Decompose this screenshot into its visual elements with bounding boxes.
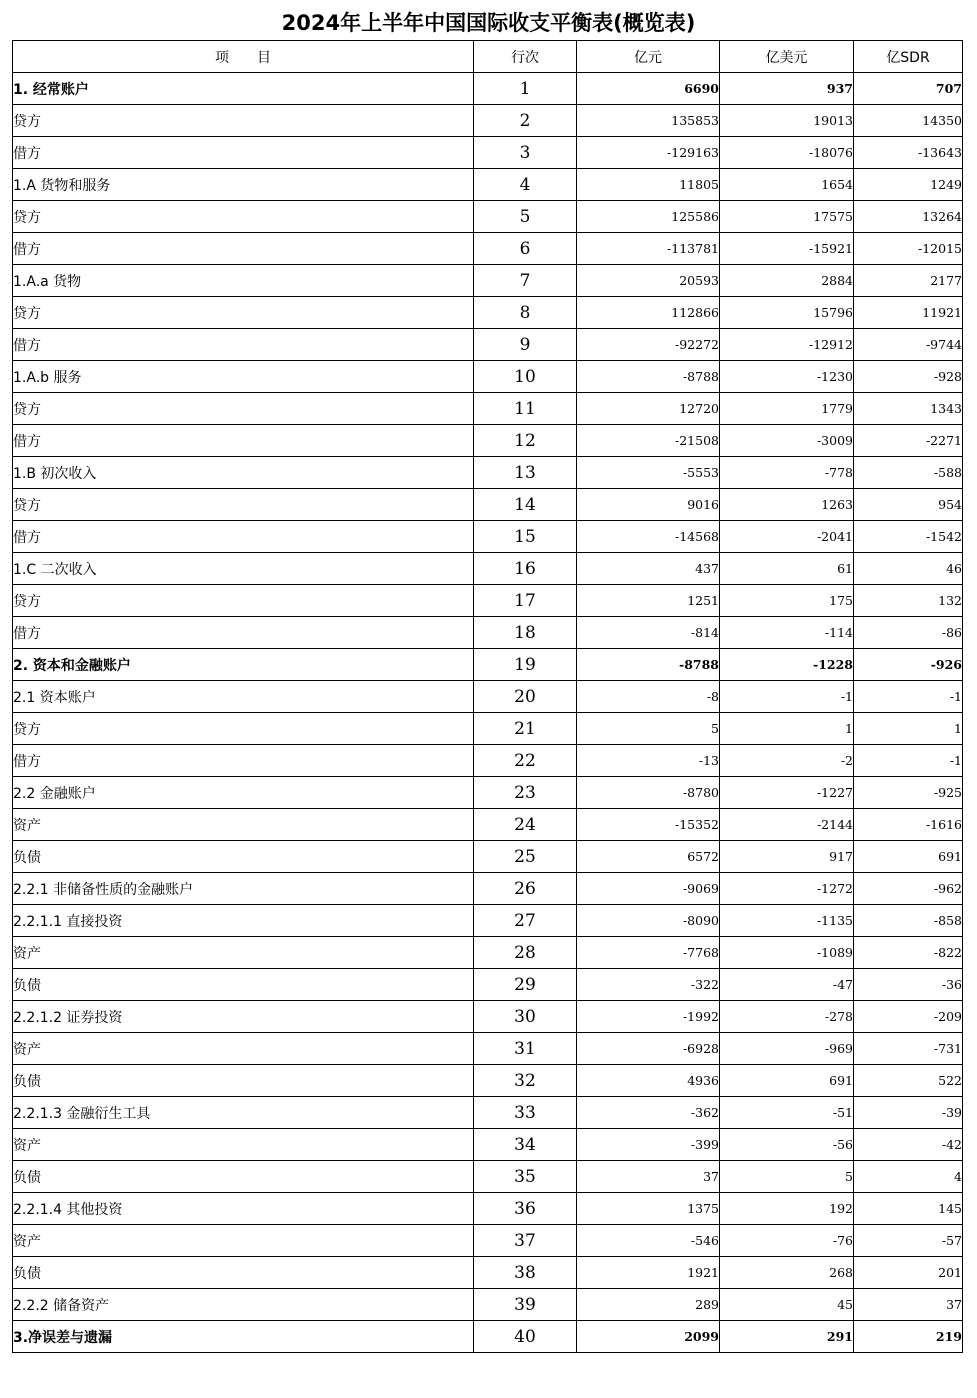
row-label: 2.2.2 储备资产 [13, 1289, 474, 1321]
row-number: 40 [474, 1321, 577, 1353]
row-label: 贷方 [13, 393, 474, 425]
value-usd: -1089 [720, 937, 854, 969]
value-sdr: 2177 [854, 265, 963, 297]
value-sdr: 954 [854, 489, 963, 521]
value-cny: 125586 [577, 201, 720, 233]
value-usd: 1654 [720, 169, 854, 201]
table-row [13, 137, 963, 169]
table-row [13, 937, 963, 969]
value-cny: 11805 [577, 169, 720, 201]
value-cny: 437 [577, 553, 720, 585]
value-cny: 6572 [577, 841, 720, 873]
table-row [13, 105, 963, 137]
value-usd: -51 [720, 1097, 854, 1129]
value-sdr: 707 [854, 73, 963, 105]
value-cny: -814 [577, 617, 720, 649]
value-sdr: -2271 [854, 425, 963, 457]
row-label: 资产 [13, 937, 474, 969]
table-row [13, 713, 963, 745]
value-usd: -47 [720, 969, 854, 1001]
value-usd: -1 [720, 681, 854, 713]
table-row [13, 1321, 963, 1353]
row-label: 2.2 金融账户 [13, 777, 474, 809]
table-row [13, 745, 963, 777]
value-cny: -5553 [577, 457, 720, 489]
value-usd: 1263 [720, 489, 854, 521]
value-cny: -14568 [577, 521, 720, 553]
row-number: 39 [474, 1289, 577, 1321]
row-number: 28 [474, 937, 577, 969]
table-row [13, 521, 963, 553]
row-label: 负债 [13, 969, 474, 1001]
balance-of-payments-table [12, 40, 963, 1353]
value-usd: -56 [720, 1129, 854, 1161]
value-usd: 2884 [720, 265, 854, 297]
value-cny: -6928 [577, 1033, 720, 1065]
row-number: 7 [474, 265, 577, 297]
value-usd: -778 [720, 457, 854, 489]
table-row [13, 617, 963, 649]
header-sdr: 亿SDR [854, 41, 963, 73]
value-usd: -2 [720, 745, 854, 777]
row-label: 2. 资本和金融账户 [13, 649, 474, 681]
header-row [13, 41, 963, 73]
value-cny: -8788 [577, 361, 720, 393]
row-number: 4 [474, 169, 577, 201]
value-cny: 37 [577, 1161, 720, 1193]
row-number: 8 [474, 297, 577, 329]
row-number: 33 [474, 1097, 577, 1129]
value-usd: -15921 [720, 233, 854, 265]
header-row-number: 行次 [474, 41, 577, 73]
value-usd: 192 [720, 1193, 854, 1225]
row-number: 26 [474, 873, 577, 905]
value-sdr: -36 [854, 969, 963, 1001]
row-label: 资产 [13, 1129, 474, 1161]
table-row [13, 297, 963, 329]
value-usd: -114 [720, 617, 854, 649]
table-row [13, 969, 963, 1001]
table-row [13, 201, 963, 233]
row-label: 借方 [13, 617, 474, 649]
value-cny: 5 [577, 713, 720, 745]
value-usd: -76 [720, 1225, 854, 1257]
value-usd: 5 [720, 1161, 854, 1193]
row-number: 22 [474, 745, 577, 777]
row-number: 30 [474, 1001, 577, 1033]
row-number: 5 [474, 201, 577, 233]
header-usd: 亿美元 [720, 41, 854, 73]
value-cny: -15352 [577, 809, 720, 841]
row-label: 2.2.1.1 直接投资 [13, 905, 474, 937]
value-usd: -1135 [720, 905, 854, 937]
value-cny: 6690 [577, 73, 720, 105]
value-usd: 1 [720, 713, 854, 745]
value-sdr: -42 [854, 1129, 963, 1161]
table-row [13, 649, 963, 681]
row-label: 借方 [13, 521, 474, 553]
row-number: 25 [474, 841, 577, 873]
value-sdr: -12015 [854, 233, 963, 265]
value-usd: -3009 [720, 425, 854, 457]
value-usd: 291 [720, 1321, 854, 1353]
row-label: 借方 [13, 137, 474, 169]
value-sdr: 201 [854, 1257, 963, 1289]
value-sdr: 522 [854, 1065, 963, 1097]
row-number: 31 [474, 1033, 577, 1065]
table-row [13, 1161, 963, 1193]
table-row [13, 873, 963, 905]
row-number: 10 [474, 361, 577, 393]
row-label: 2.2.1.2 证券投资 [13, 1001, 474, 1033]
value-sdr: 1249 [854, 169, 963, 201]
value-sdr: -588 [854, 457, 963, 489]
value-usd: -1227 [720, 777, 854, 809]
row-number: 6 [474, 233, 577, 265]
value-usd: 17575 [720, 201, 854, 233]
table-row [13, 1225, 963, 1257]
row-label: 贷方 [13, 297, 474, 329]
value-cny: -399 [577, 1129, 720, 1161]
table-body [13, 73, 963, 1353]
row-label: 1.A.b 服务 [13, 361, 474, 393]
table-row [13, 1033, 963, 1065]
table-row [13, 425, 963, 457]
value-usd: 1779 [720, 393, 854, 425]
row-number: 17 [474, 585, 577, 617]
value-usd: -1272 [720, 873, 854, 905]
table-row [13, 1129, 963, 1161]
row-number: 3 [474, 137, 577, 169]
value-usd: 175 [720, 585, 854, 617]
value-cny: 1251 [577, 585, 720, 617]
row-number: 37 [474, 1225, 577, 1257]
value-cny: 1921 [577, 1257, 720, 1289]
value-sdr: -962 [854, 873, 963, 905]
row-label: 贷方 [13, 585, 474, 617]
value-usd: -18076 [720, 137, 854, 169]
row-number: 27 [474, 905, 577, 937]
row-number: 1 [474, 73, 577, 105]
table-row [13, 681, 963, 713]
row-label: 贷方 [13, 489, 474, 521]
row-label: 资产 [13, 809, 474, 841]
value-usd: -12912 [720, 329, 854, 361]
value-sdr: -822 [854, 937, 963, 969]
table-row [13, 489, 963, 521]
table-row [13, 361, 963, 393]
row-number: 16 [474, 553, 577, 585]
row-label: 贷方 [13, 105, 474, 137]
table-row [13, 905, 963, 937]
row-label: 1.A.a 货物 [13, 265, 474, 297]
table-title: 2024年上半年中国国际收支平衡表(概览表) [281, 11, 696, 35]
value-sdr: -858 [854, 905, 963, 937]
value-cny: 1375 [577, 1193, 720, 1225]
row-label: 1.C 二次收入 [13, 553, 474, 585]
value-sdr: -1 [854, 745, 963, 777]
value-cny: 9016 [577, 489, 720, 521]
value-cny: -7768 [577, 937, 720, 969]
value-cny: 4936 [577, 1065, 720, 1097]
row-number: 24 [474, 809, 577, 841]
value-cny: -362 [577, 1097, 720, 1129]
row-label: 负债 [13, 841, 474, 873]
row-label: 借方 [13, 745, 474, 777]
row-label: 3.净误差与遗漏 [13, 1321, 474, 1353]
table-row [13, 393, 963, 425]
value-cny: -129163 [577, 137, 720, 169]
table-row [13, 585, 963, 617]
value-cny: -8780 [577, 777, 720, 809]
row-label: 借方 [13, 233, 474, 265]
value-cny: 289 [577, 1289, 720, 1321]
table-row [13, 1097, 963, 1129]
value-usd: -2041 [720, 521, 854, 553]
value-sdr: -928 [854, 361, 963, 393]
value-usd: 691 [720, 1065, 854, 1097]
row-number: 36 [474, 1193, 577, 1225]
table-row [13, 457, 963, 489]
value-usd: -278 [720, 1001, 854, 1033]
value-sdr: -209 [854, 1001, 963, 1033]
row-label: 1.B 初次收入 [13, 457, 474, 489]
row-number: 15 [474, 521, 577, 553]
value-cny: -8 [577, 681, 720, 713]
table-row [13, 73, 963, 105]
value-sdr: 691 [854, 841, 963, 873]
value-cny: -1992 [577, 1001, 720, 1033]
value-sdr: 14350 [854, 105, 963, 137]
value-cny: 135853 [577, 105, 720, 137]
row-number: 34 [474, 1129, 577, 1161]
table-row [13, 233, 963, 265]
table-row [13, 809, 963, 841]
row-number: 2 [474, 105, 577, 137]
row-number: 14 [474, 489, 577, 521]
value-cny: 20593 [577, 265, 720, 297]
row-number: 35 [474, 1161, 577, 1193]
value-cny: -92272 [577, 329, 720, 361]
header-item: 项 目 [13, 41, 474, 73]
value-cny: -21508 [577, 425, 720, 457]
value-sdr: 11921 [854, 297, 963, 329]
value-sdr: 145 [854, 1193, 963, 1225]
table-row [13, 1289, 963, 1321]
row-number: 29 [474, 969, 577, 1001]
table-row [13, 777, 963, 809]
value-usd: 15796 [720, 297, 854, 329]
value-usd: 268 [720, 1257, 854, 1289]
value-usd: 917 [720, 841, 854, 873]
value-usd: -1230 [720, 361, 854, 393]
value-sdr: -39 [854, 1097, 963, 1129]
row-label: 2.2.1.3 金融衍生工具 [13, 1097, 474, 1129]
row-label: 2.1 资本账户 [13, 681, 474, 713]
value-sdr: -926 [854, 649, 963, 681]
value-sdr: 46 [854, 553, 963, 585]
value-sdr: -13643 [854, 137, 963, 169]
value-sdr: -57 [854, 1225, 963, 1257]
value-sdr: 37 [854, 1289, 963, 1321]
value-cny: -13 [577, 745, 720, 777]
value-sdr: 219 [854, 1321, 963, 1353]
row-label: 1. 经常账户 [13, 73, 474, 105]
row-number: 21 [474, 713, 577, 745]
value-usd: 45 [720, 1289, 854, 1321]
value-sdr: 1343 [854, 393, 963, 425]
table-row [13, 265, 963, 297]
row-number: 20 [474, 681, 577, 713]
table-row [13, 1257, 963, 1289]
table-row [13, 1001, 963, 1033]
value-sdr: -1542 [854, 521, 963, 553]
value-usd: 61 [720, 553, 854, 585]
row-number: 18 [474, 617, 577, 649]
table-row [13, 841, 963, 873]
row-number: 12 [474, 425, 577, 457]
row-label: 借方 [13, 329, 474, 361]
value-usd: -2144 [720, 809, 854, 841]
value-cny: 112866 [577, 297, 720, 329]
value-usd: -969 [720, 1033, 854, 1065]
value-cny: -113781 [577, 233, 720, 265]
header-cny: 亿元 [577, 41, 720, 73]
value-sdr: -925 [854, 777, 963, 809]
row-number: 11 [474, 393, 577, 425]
value-sdr: 13264 [854, 201, 963, 233]
value-cny: -322 [577, 969, 720, 1001]
row-label: 贷方 [13, 713, 474, 745]
value-cny: 2099 [577, 1321, 720, 1353]
row-label: 资产 [13, 1033, 474, 1065]
row-label: 贷方 [13, 201, 474, 233]
row-label: 负债 [13, 1161, 474, 1193]
table-row [13, 1065, 963, 1097]
row-label: 2.2.1.4 其他投资 [13, 1193, 474, 1225]
value-usd: 19013 [720, 105, 854, 137]
value-sdr: -86 [854, 617, 963, 649]
value-sdr: 4 [854, 1161, 963, 1193]
value-sdr: -9744 [854, 329, 963, 361]
value-sdr: -731 [854, 1033, 963, 1065]
value-cny: -546 [577, 1225, 720, 1257]
row-label: 资产 [13, 1225, 474, 1257]
row-number: 23 [474, 777, 577, 809]
table-row [13, 169, 963, 201]
row-number: 19 [474, 649, 577, 681]
value-sdr: 1 [854, 713, 963, 745]
table-row [13, 1193, 963, 1225]
row-number: 9 [474, 329, 577, 361]
row-label: 负债 [13, 1257, 474, 1289]
value-usd: 937 [720, 73, 854, 105]
table-row [13, 329, 963, 361]
row-number: 13 [474, 457, 577, 489]
value-cny: -8090 [577, 905, 720, 937]
value-sdr: 132 [854, 585, 963, 617]
row-number: 32 [474, 1065, 577, 1097]
row-label: 2.2.1 非储备性质的金融账户 [13, 873, 474, 905]
value-sdr: -1616 [854, 809, 963, 841]
value-cny: -8788 [577, 649, 720, 681]
row-label: 负债 [13, 1065, 474, 1097]
row-label: 借方 [13, 425, 474, 457]
table-row [13, 553, 963, 585]
value-cny: 12720 [577, 393, 720, 425]
row-number: 38 [474, 1257, 577, 1289]
value-usd: -1228 [720, 649, 854, 681]
row-label: 1.A 货物和服务 [13, 169, 474, 201]
value-sdr: -1 [854, 681, 963, 713]
value-cny: -9069 [577, 873, 720, 905]
